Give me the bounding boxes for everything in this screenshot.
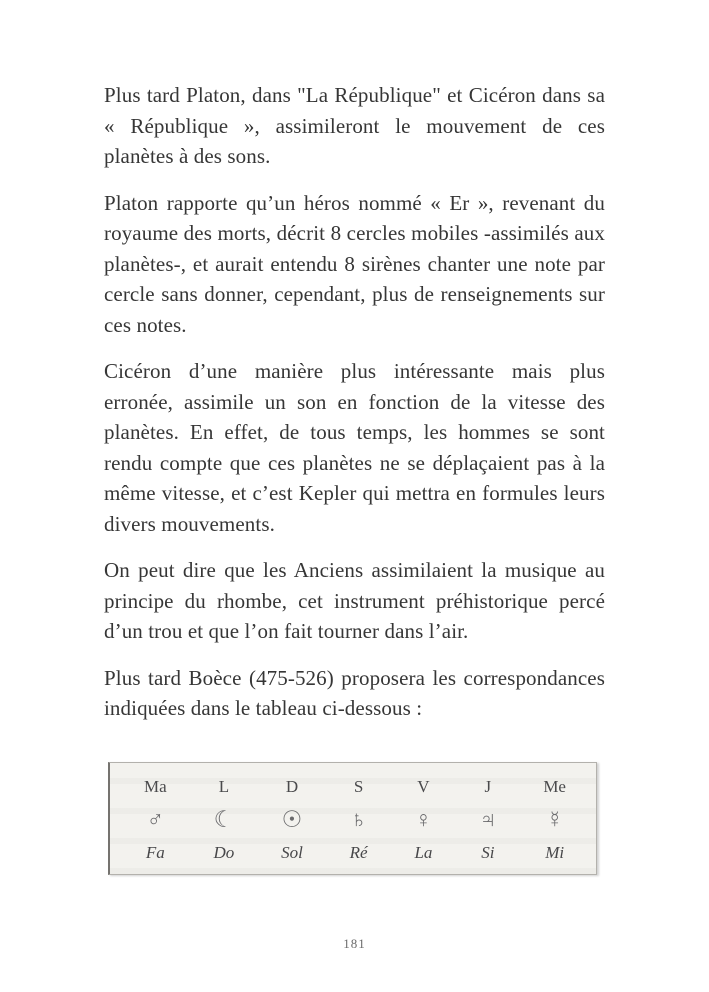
planet-abbrev: S (353, 777, 364, 796)
note-name: Fa (145, 843, 165, 862)
table-column-venus (414, 777, 432, 864)
planet-abbrev: L (218, 777, 230, 796)
planet-abbrev: V (417, 777, 430, 796)
paragraph-platon-ciceron: Plus tard Platon, dans "La République" et Cicéron dans sa « République », assimileront le mouvement de ces planètes à des sons. (104, 83, 605, 168)
jupiter-icon: ♃ (479, 806, 497, 833)
paragraph-rhombe: On peut dire que les Anciens assimilaient la musique au principe du rhombe, cet instrument préhistorique percé d’un trou et que l’on fait tourner dans l’air. (104, 558, 605, 643)
planet-abbrev: D (285, 777, 299, 796)
saturn-icon: ♄ (350, 806, 368, 833)
note-name: Si (481, 843, 495, 862)
planet-abbrev: J (484, 777, 492, 796)
correspondence-table (108, 762, 597, 875)
planet-abbrev: Me (543, 777, 566, 796)
venus-icon: ♀ (414, 806, 433, 833)
note-name: Do (213, 843, 235, 862)
paragraph-ciceron-vitesse: Cicéron d’une manière plus intéressante mais plus erronée, assimile un son en fonction de la vitesse des planètes. En effet, de tous temps, les hommes se sont rendu compte que ces planètes ne se déplaçaient pas à la même vitesse, et c’est Kepler qui mettra en formules leurs divers mouvements. (104, 359, 605, 536)
table-column-saturn (350, 777, 368, 864)
note-name: La (414, 843, 433, 862)
page-number: 181 (343, 936, 366, 951)
sun-icon: ☉ (281, 806, 303, 833)
note-name: Mi (545, 843, 565, 862)
table-column-mars (144, 777, 167, 864)
table-column-jupiter (479, 777, 496, 864)
paragraph-heros-er: Platon rapporte qu’un héros nommé « Er », revenant du royaume des morts, décrit 8 cercles mobiles -assimilés aux planètes-, et aurait entendu 8 sirènes chanter une note par cercle sans donner, cependant, plus de renseignements sur ces notes. (104, 190, 605, 337)
page-text-content (104, 80, 605, 740)
table-column-sun (281, 777, 303, 864)
note-name: Ré (349, 843, 368, 862)
mercury-icon: ☿ (546, 806, 564, 833)
mars-icon: ♂ (146, 806, 164, 833)
table-column-mercury (543, 777, 566, 864)
table-column-moon (214, 777, 235, 864)
paragraph-boece: Plus tard Boèce (475-526) proposera les correspondances indiquées dans le tableau ci-dessous : (104, 665, 605, 720)
planet-abbrev: Ma (144, 777, 167, 796)
moon-icon: ☾ (213, 806, 235, 833)
note-name: Sol (281, 843, 303, 862)
